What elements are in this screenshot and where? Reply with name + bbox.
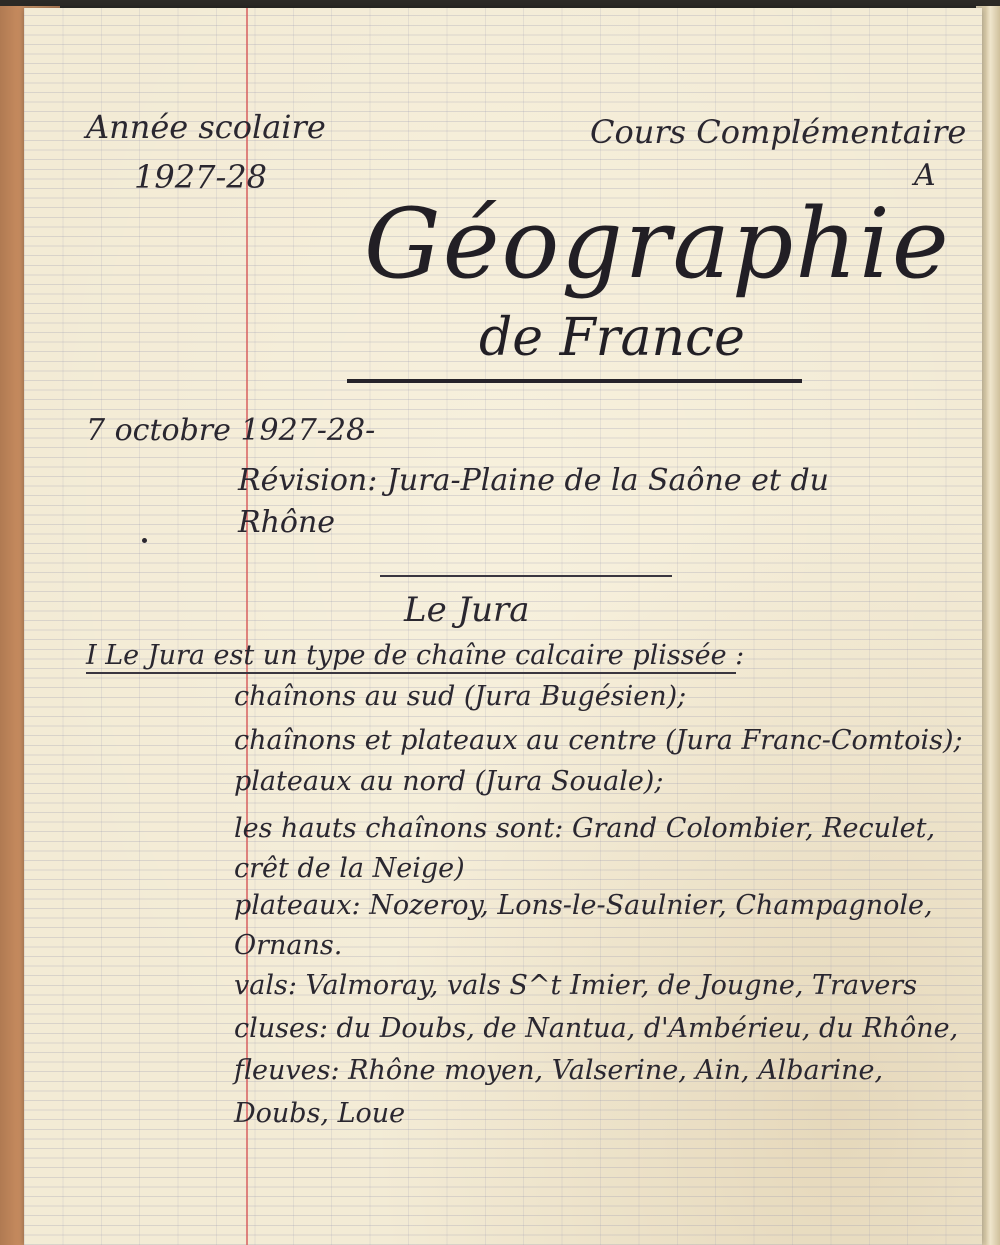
section-title: Le Jura [404,590,530,630]
note-line: vals: Valmoray, vals S^t Imier, de Jougne, Travers [234,970,918,1001]
page-subtitle: de France [479,308,745,368]
note-line: Doubs, Loue [234,1098,406,1129]
note-line: Ornans. [234,930,343,961]
note-line: cluses: du Doubs, de Nantua, d'Ambérieu, du Rhône, [234,1013,959,1044]
title-underline [347,379,802,383]
note-line: plateaux au nord (Jura Souale); [234,766,664,797]
note-line: chaînons et plateaux au centre (Jura Franc-Comtois); [234,725,963,756]
school-year: 1927-28 [134,158,267,196]
notebook-page [24,8,982,1245]
note-line: chaînons au sud (Jura Bugésien); [234,681,687,712]
course-label: Cours Complémentaire [590,113,967,151]
entry-date: 7 octobre 1927-28- [86,413,376,448]
section-rule [380,575,672,577]
ink-dot [142,538,147,543]
revision-line-1: Révision: Jura-Plaine de la Saône et du [238,463,829,498]
note-line: les hauts chaînons sont: Grand Colombier, Reculet, [234,813,936,844]
page-title: Géographie [364,188,951,300]
course-section: A [914,158,936,193]
section-intro: I Le Jura est un type de chaîne calcaire plissée : [86,640,745,671]
note-line: fleuves: Rhône moyen, Valserine, Ain, Albarine, [234,1055,884,1086]
note-line: plateaux: Nozeroy, Lons-le-Saulnier, Champagnole, [234,890,933,921]
school-year-label: Année scolaire [86,108,326,146]
note-line: crêt de la Neige) [234,853,465,884]
revision-line-2: Rhône [238,505,336,540]
intro-underline [86,672,736,674]
